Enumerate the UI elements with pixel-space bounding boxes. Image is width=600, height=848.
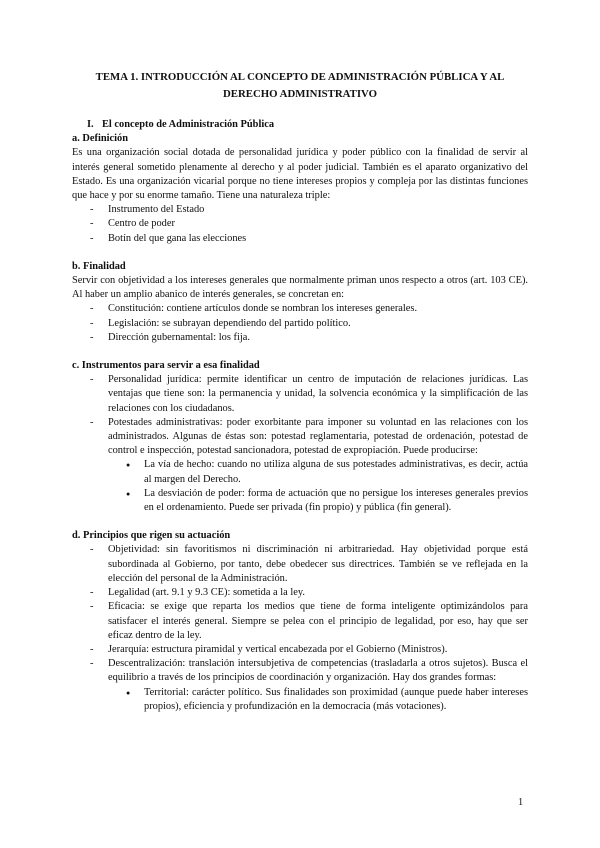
section-title: El concepto de Administración Pública (102, 119, 275, 130)
list-item: - Personalidad jurídica: permite identificar un centro de imputación de relaciones jurídicas. Las ventajas que tiene son: la permanencia y unidad, la solvencia económica y la simplificación de las relaciones con los ciudadanos. (72, 373, 528, 416)
list-instrumentos (72, 373, 528, 458)
heading-definicion: a. Definición (72, 133, 128, 145)
list-item: - Eficacia: se exige que reparta los medios que tiene de forma inteligente optimizándolos para satisfacer el interés general. Siempre se pelea con el principio de legalidad, por eso, hay que ser eficaz dentro de la ley. (72, 600, 528, 643)
paragraph-definicion: Es una organización social dotada de personalidad jurídica y poder público con la finalidad de servir al interés general sometido plenamente al derecho y al poder judicial. También es el aparato organizativo del Estado. Es una organización vicarial porque no tiene intereses propios y compleja por las distintas funciones que hace y por su enorme tamaño. Tiene una naturaleza triple: (72, 147, 528, 202)
list-naturaleza (72, 203, 528, 246)
list-item: - Centro de poder (72, 217, 528, 231)
sublist-item: ● La desviación de poder: forma de actuación que no persigue los intereses generales previos en el ordenamiento. Puede ser privada (fin propio) y pública (fin general). (108, 487, 528, 515)
list-item: - Legislación: se subrayan dependiendo del partido político. (72, 317, 528, 331)
list-principios (72, 543, 528, 685)
sublist-item: ● Territorial: carácter político. Sus finalidades son proximidad (aunque puede haber intereses propios), eficiencia y profundización en la democracia (más votaciones). (108, 686, 528, 714)
sublist-item: ● La vía de hecho: cuando no utiliza alguna de sus potestades administrativas, es decir, actúa al margen del Derecho. (108, 458, 528, 486)
heading-instrumentos: c. Instrumentos para servir a esa finalidad (72, 360, 260, 372)
list-item: - Legalidad (art. 9.1 y 9.3 CE): sometida a la ley. (72, 586, 528, 600)
heading-principios: d. Principios que rigen su actuación (72, 530, 231, 542)
list-item: - Constitución: contiene artículos donde se nombran los intereses generales. (72, 302, 528, 316)
list-item: - Dirección gubernamental: los fija. (72, 331, 528, 345)
sublist-instrumentos (72, 458, 528, 515)
list-item: - Descentralización: translación intersubjetiva de competencias (trasladarla a otros sujetos). Busca el equilibrio a través de los principios de coordinación y organización. Hay dos grandes formas: (72, 657, 528, 685)
title-line-1: TEMA 1. INTRODUCCIÓN AL CONCEPTO DE ADMINISTRACIÓN PÚBLICA Y AL (95, 71, 505, 83)
document-body (72, 118, 528, 714)
list-item: - Instrumento del Estado (72, 203, 528, 217)
list-item (72, 416, 528, 459)
heading-finalidad: b. Finalidad (72, 260, 126, 272)
section-heading (87, 118, 528, 132)
list-item: - Botín del que gana las elecciones (72, 232, 528, 246)
page-number: 1 (518, 797, 524, 808)
list-item: - Jerarquía: estructura piramidal y vertical encabezada por el Gobierno (Ministros). (72, 643, 528, 657)
title-line-2: DERECHO ADMINISTRATIVO (222, 88, 378, 100)
sublist-principios (72, 686, 528, 714)
section-number: I. (87, 119, 94, 130)
paragraph-finalidad: Servir con objetividad a los intereses generales que normalmente priman unos respecto a otros (art. 103 CE). Al haber un amplio abanico de interés generales, se concretan en: (72, 275, 528, 301)
list-item: - Objetividad: sin favoritismos ni discriminación ni arbitrariedad. Hay objetividad porque está subordinada al Gobierno, por tanto, debe obedecer sus directrices. También se ve reflejada en la elección del personal de la Administración. (72, 543, 528, 586)
document-title (72, 69, 528, 103)
list-item-text: - Potestades administrativas: poder exorbitante para imponer su voluntad en las relaciones con los administrados. Algunas de éstas son: potestad reglamentaria, potestad de ordenación, potestad de control e inspección, potestad sancionadora, potestad de expropiación. Puede producirse: (108, 416, 528, 457)
list-intereses (72, 302, 528, 345)
